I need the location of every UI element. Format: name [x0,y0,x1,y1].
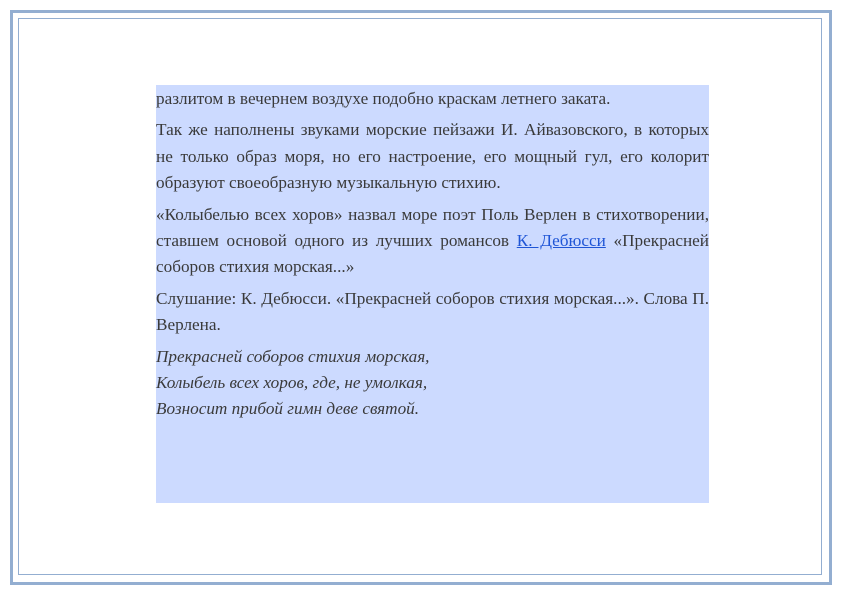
paragraph-sunset: разлитом в вечернем воздухе подобно краскам летнего заката. [156,89,611,108]
paragraph-listening: Слушание: К. Дебюсси. «Прекрасней соборов стихия морская...». Слова П. Верлена. [156,288,709,335]
text-content-box [156,85,709,503]
poem-line-2: Колыбель всех хоров, где, не умолкая, [156,373,428,393]
poem-line-1: Прекрасней соборов стихия морская, [156,346,430,366]
paragraph-aivazovsky: Так же наполнены звуками морские пейзажи И. Айвазовского, в которых не только образ моря, но его настроение, его мощный гул, его колорит образуют своеобразную музыкальную стихию. [156,120,709,193]
paragraph-verlaine-tail: «Прекрасней соборов стихия морская...» [156,231,709,277]
paragraph-verlaine-text: «Колыбелью всех хоров» назвал море поэт Поль Верлен в стихотворении, ставшем основой одного из лучших романсов [156,204,709,251]
poem-quote [156,344,709,423]
debussy-link[interactable]: К. Дебюсси [516,231,606,251]
paragraph-verlaine [156,202,709,281]
poem-line-3: Возносит прибой гимн деве святой. [156,399,420,419]
